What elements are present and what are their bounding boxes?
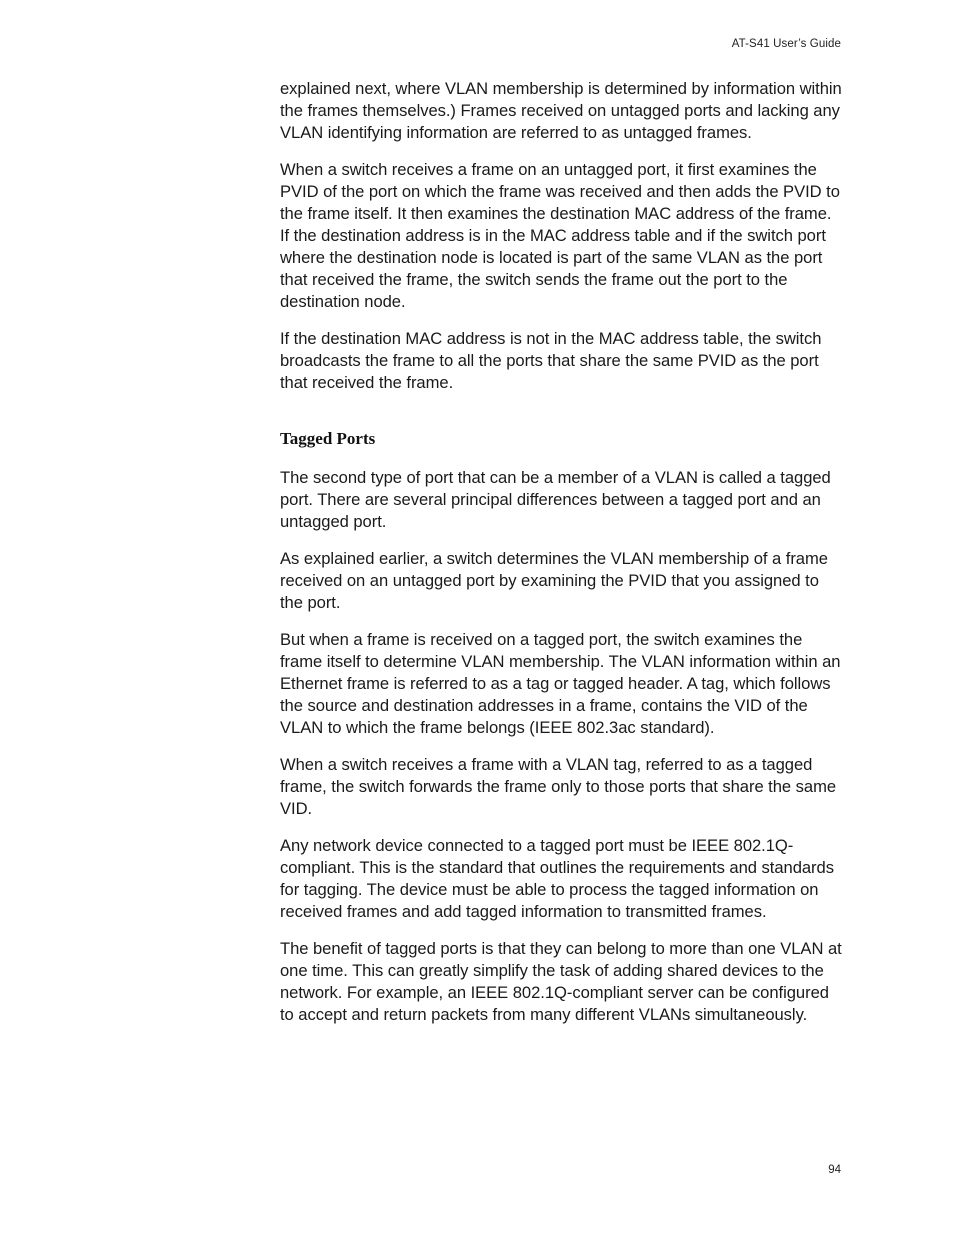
running-header: AT-S41 User’s Guide xyxy=(731,38,841,50)
paragraph-tagged-header: But when a frame is received on a tagged port, the switch examines the frame itself to determine VLAN membership. The VLAN information within an Ethernet frame is referred to as a tag or tagged header. A tag, which follows the source and destination addresses in a frame, contains the VID of the VLAN to which the frame belongs (IEEE 802.3ac standard). xyxy=(280,630,841,737)
paragraph-tagged-forwarding: When a switch receives a frame with a VLAN tag, referred to as a tagged frame, the switch forwards the frame only to those ports that share the same VID. xyxy=(280,755,837,818)
paragraph-untagged-frames: explained next, where VLAN membership is determined by information within the frames themselves.) Frames received on untagged ports and lacking any VLAN identifying information are referred to as untagged frames. xyxy=(280,79,842,142)
section-heading-tagged-ports: Tagged Ports xyxy=(280,429,376,448)
paragraph-untagged-port-receive: When a switch receives a frame on an untagged port, it first examines the PVID of the port on which the frame was received and then adds the PVID to the frame itself. It then examines the destination MAC address of the frame. If the destination address is in the MAC address table and if the switch port where the destination node is located is part of the same VLAN as the port that received the frame, the switch sends the frame out the port to the destination node. xyxy=(280,160,840,311)
page-body xyxy=(280,78,842,1041)
paragraph-broadcast: If the destination MAC address is not in the MAC address table, the switch broadcasts the frame to all the ports that share the same PVID as the port that received the frame. xyxy=(280,329,822,392)
paragraph-tagged-benefit: The benefit of tagged ports is that they can belong to more than one VLAN at one time. This can greatly simplify the task of adding shared devices to the network. For example, an IEEE 802.1Q-compliant server can be configured to accept and return packets from many different VLANs simultaneously. xyxy=(280,939,842,1024)
page-number: 94 xyxy=(828,1164,841,1176)
paragraph-8021q-compliance: Any network device connected to a tagged port must be IEEE 802.1Q-compliant. This is the standard that outlines the requirements and standards for tagging. The device must be able to process the tagged information on received frames and add tagged information to transmitted frames. xyxy=(280,836,834,921)
paragraph-untagged-membership: As explained earlier, a switch determines the VLAN membership of a frame received on an untagged port by examining the PVID that you assigned to the port. xyxy=(280,549,828,612)
paragraph-tagged-port-intro: The second type of port that can be a member of a VLAN is called a tagged port. There are several principal differences between a tagged port and an untagged port. xyxy=(280,468,831,531)
